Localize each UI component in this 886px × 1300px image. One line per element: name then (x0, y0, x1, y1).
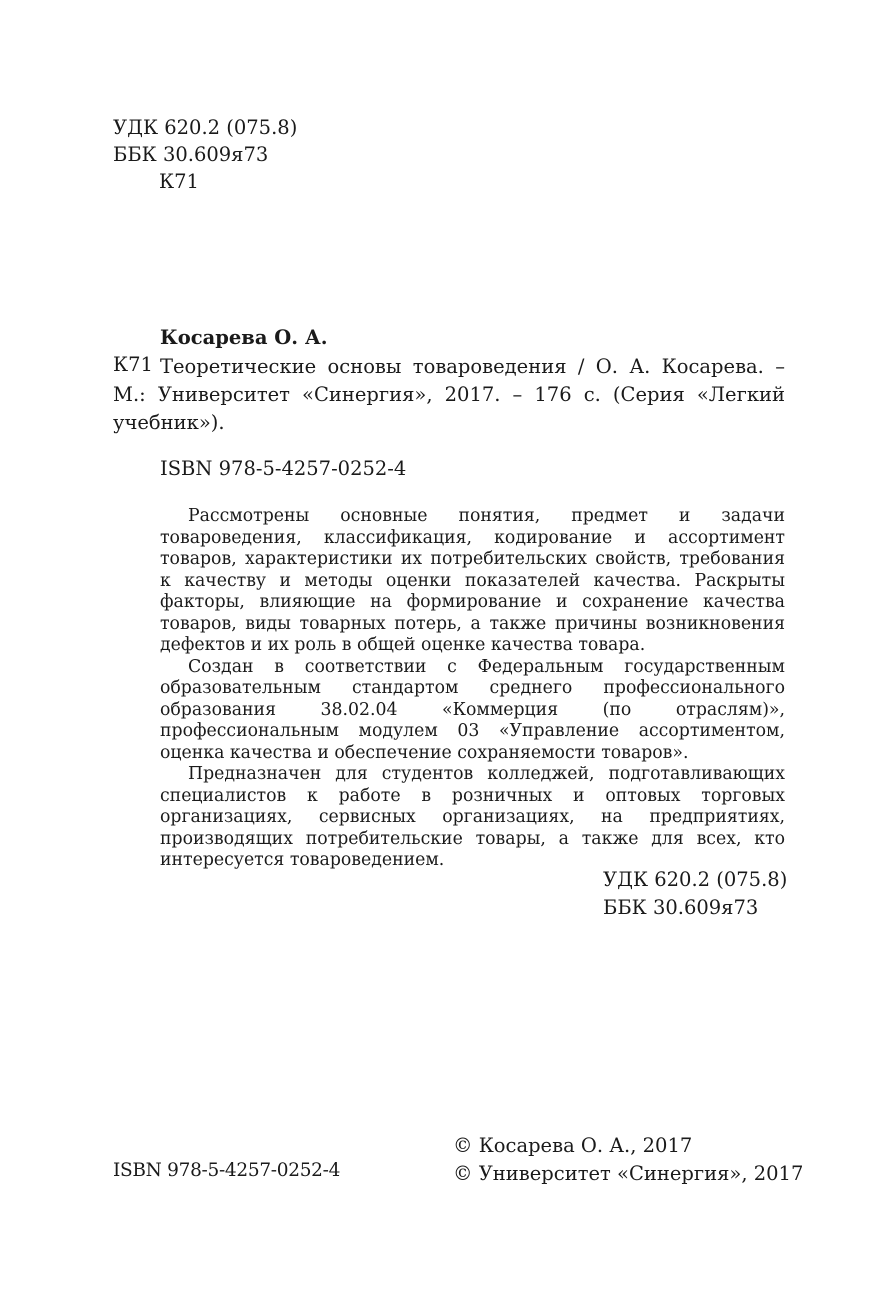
bbk-code-bottom: ББК 30.609я73 (603, 896, 759, 919)
bbk-code: ББК 30.609я73 (113, 143, 269, 166)
annotation (160, 506, 785, 872)
bibliographic-description: Теоретические основы товароведения / О. А. Косарева. – М.: Университет «Синергия», 2017. – 176 с. (Серия «Легкий учебник»). (113, 355, 785, 434)
author-mark: К71 (159, 170, 199, 193)
author-name: Косарева О. А. (160, 326, 328, 349)
catalog-author-mark: К71 (113, 353, 153, 376)
annotation-paragraph-1: Рассмотрены основные понятия, предмет и задачи товароведения, классификация, кодирование и ассортимент товаров, характеристики их потребительских свойств, требования к качеству и методы оценки показателей качества. Раскрыты факторы, влияющие на формирование и сохранение качества товаров, виды товарных потерь, а также причины возникновения дефектов и их роль в общей оценке качества товара. (160, 506, 785, 655)
copyright-block (453, 1132, 803, 1188)
copyright-author: © Косарева О. А., 2017 (453, 1134, 693, 1157)
annotation-paragraph-2: Создан в соответствии с Федеральным государственным образовательным стандартом среднего профессионального образования 38.02.04 «Коммерция (по отраслям)», профессиональным модулем 03 «Управление ассортиментом, оценка качества и обеспечение сохраняемости товаров». (160, 656, 785, 763)
udk-code-bottom: УДК 620.2 (075.8) (603, 868, 788, 891)
imprint-isbn: ISBN 978-5-4257-0252-4 (113, 1160, 341, 1181)
annotation-paragraph-3: Предназначен для студентов колледжей, подготавливающих специалистов к работе в розничных и оптовых торговых организациях, сервисных организациях, на предприятиях, производящих потребительские товары, а также для всех, кто интересуется товароведением. (160, 764, 785, 870)
top-classification-codes (113, 114, 297, 195)
bottom-classification-codes (603, 866, 787, 922)
copyright-publisher: © Университет «Синергия», 2017 (453, 1162, 804, 1185)
udk-code: УДК 620.2 (075.8) (113, 116, 298, 139)
catalog-isbn: ISBN 978-5-4257-0252-4 (160, 457, 407, 480)
